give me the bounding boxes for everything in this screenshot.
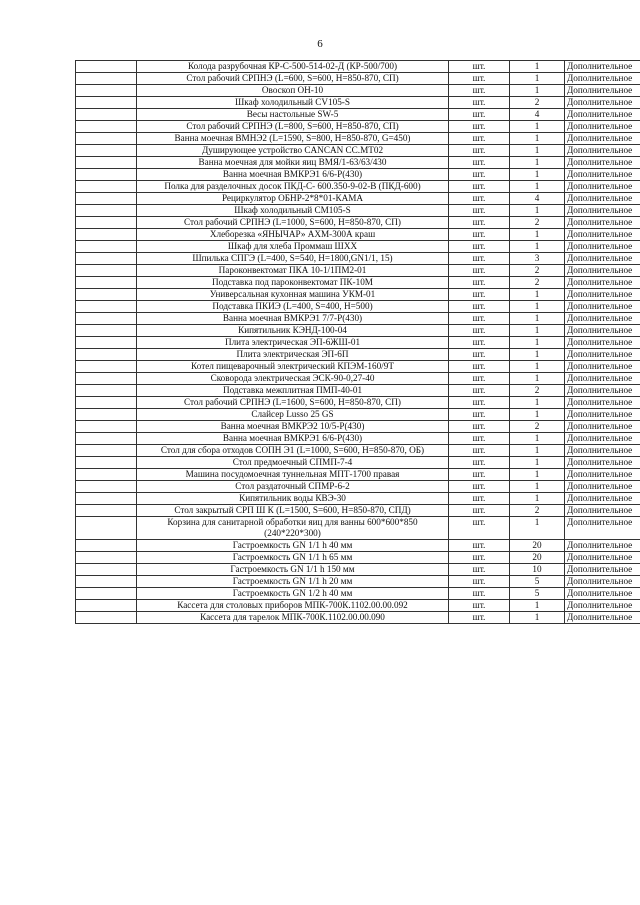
equipment-type-cell: Дополнительное — [565, 409, 640, 421]
quantity-cell: 1 — [510, 397, 565, 409]
row-number-cell — [76, 576, 137, 588]
quantity-cell: 1 — [510, 337, 565, 349]
equipment-type-cell: Дополнительное — [565, 109, 640, 121]
equipment-type-cell: Дополнительное — [565, 576, 640, 588]
row-number-cell — [76, 600, 137, 612]
unit-cell: шт. — [449, 277, 510, 289]
row-number-cell — [76, 457, 137, 469]
equipment-type-cell: Дополнительное — [565, 253, 640, 265]
unit-cell: шт. — [449, 217, 510, 229]
item-name-cell: Машина посудомоечная туннельная МПТ-1700 правая — [137, 469, 449, 481]
quantity-cell: 1 — [510, 409, 565, 421]
equipment-type-cell: Дополнительное — [565, 564, 640, 576]
equipment-type-cell: Дополнительное — [565, 241, 640, 253]
quantity-cell: 1 — [510, 181, 565, 193]
row-number-cell — [76, 217, 137, 229]
row-number-cell — [76, 433, 137, 445]
quantity-cell: 1 — [510, 457, 565, 469]
row-number-cell — [76, 337, 137, 349]
row-number-cell — [76, 97, 137, 109]
equipment-type-cell: Дополнительное — [565, 61, 640, 73]
equipment-type-cell: Дополнительное — [565, 133, 640, 145]
quantity-cell: 1 — [510, 241, 565, 253]
item-name-cell: Колода разрубочная КР-С-500-514-02-Д (КР-500/700) — [137, 61, 449, 73]
item-name-cell: Ванна моечная ВМКРЭ1 7/7-Р(430) — [137, 313, 449, 325]
equipment-type-cell: Дополнительное — [565, 421, 640, 433]
page-number: 6 — [317, 38, 323, 50]
equipment-type-cell: Дополнительное — [565, 217, 640, 229]
row-number-cell — [76, 253, 137, 265]
item-name-cell: Плита электрическая ЭП-6П — [137, 349, 449, 361]
quantity-cell: 1 — [510, 229, 565, 241]
table-row — [76, 493, 640, 505]
table-row — [76, 193, 640, 205]
row-number-cell — [76, 109, 137, 121]
table-row — [76, 109, 640, 121]
quantity-cell: 2 — [510, 505, 565, 517]
quantity-cell: 1 — [510, 133, 565, 145]
table-row — [76, 325, 640, 337]
unit-cell: шт. — [449, 205, 510, 217]
unit-cell: шт. — [449, 445, 510, 457]
unit-cell: шт. — [449, 540, 510, 552]
row-number-cell — [76, 277, 137, 289]
equipment-type-cell: Дополнительное — [565, 157, 640, 169]
row-number-cell — [76, 517, 137, 540]
row-number-cell — [76, 289, 137, 301]
table-row — [76, 397, 640, 409]
table-row — [76, 253, 640, 265]
item-name-cell: Гастроемкость GN 1/1 h 150 мм — [137, 564, 449, 576]
unit-cell: шт. — [449, 552, 510, 564]
unit-cell: шт. — [449, 421, 510, 433]
equipment-type-cell: Дополнительное — [565, 433, 640, 445]
equipment-type-cell: Дополнительное — [565, 121, 640, 133]
item-name-cell: Ванна моечная ВМНЭ2 (L=1590, S=800, H=850-870, G=450) — [137, 133, 449, 145]
row-number-cell — [76, 588, 137, 600]
quantity-cell: 1 — [510, 612, 565, 624]
row-number-cell — [76, 612, 137, 624]
item-name-cell: Душирующее устройство CANCAN CC.MT02 — [137, 145, 449, 157]
table-row — [76, 97, 640, 109]
equipment-type-cell: Дополнительное — [565, 552, 640, 564]
equipment-type-cell: Дополнительное — [565, 469, 640, 481]
quantity-cell: 10 — [510, 564, 565, 576]
quantity-cell: 1 — [510, 73, 565, 85]
row-number-cell — [76, 373, 137, 385]
table-row — [76, 289, 640, 301]
quantity-cell: 1 — [510, 600, 565, 612]
equipment-type-cell: Дополнительное — [565, 181, 640, 193]
row-number-cell — [76, 265, 137, 277]
row-number-cell — [76, 481, 137, 493]
row-number-cell — [76, 421, 137, 433]
table-row — [76, 313, 640, 325]
item-name-cell: Гастроемкость GN 1/1 h 40 мм — [137, 540, 449, 552]
table-row — [76, 205, 640, 217]
table-row — [76, 73, 640, 85]
unit-cell: шт. — [449, 313, 510, 325]
equipment-type-cell: Дополнительное — [565, 373, 640, 385]
item-name-cell: Стол закрытый СРП Ш К (L=1500, S=600, H=850-870, СПД) — [137, 505, 449, 517]
unit-cell: шт. — [449, 493, 510, 505]
quantity-cell: 5 — [510, 588, 565, 600]
item-name-cell: Гастроемкость GN 1/2 h 40 мм — [137, 588, 449, 600]
item-name-cell: Весы настольные SW-5 — [137, 109, 449, 121]
unit-cell: шт. — [449, 433, 510, 445]
item-name-cell: Шпилька СПГЭ (L=400, S=540, H=1800,GN1/1, 15) — [137, 253, 449, 265]
equipment-type-cell: Дополнительное — [565, 193, 640, 205]
row-number-cell — [76, 229, 137, 241]
row-number-cell — [76, 169, 137, 181]
equipment-type-cell: Дополнительное — [565, 145, 640, 157]
item-name-cell: Стол рабочий СРПНЭ (L=1600, S=600, H=850-870, СП) — [137, 397, 449, 409]
equipment-type-cell: Дополнительное — [565, 361, 640, 373]
quantity-cell: 1 — [510, 289, 565, 301]
item-name-cell: Подставка межплитная ПМП-40-01 — [137, 385, 449, 397]
equipment-type-cell: Дополнительное — [565, 385, 640, 397]
row-number-cell — [76, 205, 137, 217]
unit-cell: шт. — [449, 564, 510, 576]
table-row — [76, 349, 640, 361]
unit-cell: шт. — [449, 265, 510, 277]
equipment-type-cell: Дополнительное — [565, 325, 640, 337]
row-number-cell — [76, 445, 137, 457]
table-row — [76, 169, 640, 181]
row-number-cell — [76, 540, 137, 552]
quantity-cell: 1 — [510, 205, 565, 217]
quantity-cell: 1 — [510, 445, 565, 457]
table-row — [76, 552, 640, 564]
row-number-cell — [76, 552, 137, 564]
unit-cell: шт. — [449, 325, 510, 337]
unit-cell: шт. — [449, 457, 510, 469]
table-row — [76, 181, 640, 193]
unit-cell: шт. — [449, 181, 510, 193]
table-row — [76, 457, 640, 469]
equipment-type-cell: Дополнительное — [565, 337, 640, 349]
item-name-cell: Шкаф холодильный CV105-S — [137, 97, 449, 109]
row-number-cell — [76, 157, 137, 169]
item-name-cell: Слайсер Lusso 25 GS — [137, 409, 449, 421]
equipment-type-cell: Дополнительное — [565, 505, 640, 517]
table-row — [76, 540, 640, 552]
equipment-type-cell: Дополнительное — [565, 588, 640, 600]
table-row — [76, 588, 640, 600]
item-name-cell: Универсальная кухонная машина УКМ-01 — [137, 289, 449, 301]
item-name-cell: Стол рабочий СРПНЭ (L=1000, S=600, H=850-870, СП) — [137, 217, 449, 229]
quantity-cell: 1 — [510, 373, 565, 385]
equipment-type-cell: Дополнительное — [565, 612, 640, 624]
unit-cell: шт. — [449, 397, 510, 409]
unit-cell: шт. — [449, 289, 510, 301]
table-row — [76, 361, 640, 373]
item-name-cell: Кассета для тарелок МПК-700К.1102.00.00.090 — [137, 612, 449, 624]
row-number-cell — [76, 409, 137, 421]
equipment-type-cell: Дополнительное — [565, 481, 640, 493]
equipment-type-cell: Дополнительное — [565, 265, 640, 277]
unit-cell: шт. — [449, 349, 510, 361]
equipment-type-cell: Дополнительное — [565, 457, 640, 469]
unit-cell: шт. — [449, 385, 510, 397]
item-name-cell: Кипятильник воды КВЭ-30 — [137, 493, 449, 505]
table-row — [76, 229, 640, 241]
unit-cell: шт. — [449, 253, 510, 265]
unit-cell: шт. — [449, 229, 510, 241]
table-row — [76, 576, 640, 588]
equipment-type-cell: Дополнительное — [565, 349, 640, 361]
quantity-cell: 4 — [510, 193, 565, 205]
row-number-cell — [76, 505, 137, 517]
row-number-cell — [76, 181, 137, 193]
quantity-cell: 1 — [510, 145, 565, 157]
unit-cell: шт. — [449, 600, 510, 612]
row-number-cell — [76, 61, 137, 73]
row-number-cell — [76, 145, 137, 157]
item-name-cell: Шкаф холодильный CM105-S — [137, 205, 449, 217]
quantity-cell: 2 — [510, 97, 565, 109]
row-number-cell — [76, 325, 137, 337]
row-number-cell — [76, 469, 137, 481]
row-number-cell — [76, 121, 137, 133]
row-number-cell — [76, 85, 137, 97]
unit-cell: шт. — [449, 133, 510, 145]
quantity-cell: 1 — [510, 361, 565, 373]
item-name-cell: Кипятильник КЭНД-100-04 — [137, 325, 449, 337]
unit-cell: шт. — [449, 337, 510, 349]
table-row — [76, 433, 640, 445]
table-row — [76, 301, 640, 313]
quantity-cell: 3 — [510, 253, 565, 265]
row-number-cell — [76, 313, 137, 325]
unit-cell: шт. — [449, 517, 510, 540]
item-name-cell: Пароконвектомат ПКА 10-1/1ПМ2-01 — [137, 265, 449, 277]
item-name-cell: Ванна моечная ВМКРЭ1 6/6-Р(430) — [137, 169, 449, 181]
equipment-type-cell: Дополнительное — [565, 229, 640, 241]
quantity-cell: 2 — [510, 217, 565, 229]
quantity-cell: 2 — [510, 265, 565, 277]
unit-cell: шт. — [449, 505, 510, 517]
row-number-cell — [76, 349, 137, 361]
equipment-type-cell: Дополнительное — [565, 445, 640, 457]
quantity-cell: 1 — [510, 517, 565, 540]
unit-cell: шт. — [449, 193, 510, 205]
table-row — [76, 481, 640, 493]
quantity-cell: 1 — [510, 61, 565, 73]
item-name-cell: Стол рабочий СРПНЭ (L=600, S=600, H=850-870, СП) — [137, 73, 449, 85]
equipment-type-cell: Дополнительное — [565, 397, 640, 409]
quantity-cell: 1 — [510, 469, 565, 481]
unit-cell: шт. — [449, 73, 510, 85]
unit-cell: шт. — [449, 85, 510, 97]
unit-cell: шт. — [449, 157, 510, 169]
unit-cell: шт. — [449, 169, 510, 181]
unit-cell: шт. — [449, 241, 510, 253]
item-name-cell: Гастроемкость GN 1/1 h 65 мм — [137, 552, 449, 564]
item-name-cell: Хлеборезка «ЯНЫЧАР» АХМ-300А краш — [137, 229, 449, 241]
table-row — [76, 145, 640, 157]
table-row — [76, 277, 640, 289]
item-name-cell: Ванна моечная ВМКРЭ1 6/6-Р(430) — [137, 433, 449, 445]
quantity-cell: 2 — [510, 421, 565, 433]
item-name-cell: Котел пищеварочный электрический КПЭМ-160/9Т — [137, 361, 449, 373]
table-row — [76, 564, 640, 576]
table-row — [76, 241, 640, 253]
unit-cell: шт. — [449, 97, 510, 109]
quantity-cell: 1 — [510, 433, 565, 445]
equipment-type-cell: Дополнительное — [565, 301, 640, 313]
item-name-cell: Стол для сбора отходов СОПН Э1 (L=1000, S=600, H=850-870, ОБ) — [137, 445, 449, 457]
equipment-type-cell: Дополнительное — [565, 205, 640, 217]
table-row — [76, 600, 640, 612]
equipment-type-cell: Дополнительное — [565, 600, 640, 612]
quantity-cell: 20 — [510, 552, 565, 564]
row-number-cell — [76, 385, 137, 397]
table-row — [76, 85, 640, 97]
quantity-cell: 20 — [510, 540, 565, 552]
item-name-cell: Подставка ПКИЭ (L=400, S=400, H=500) — [137, 301, 449, 313]
table-row — [76, 445, 640, 457]
table-row — [76, 133, 640, 145]
unit-cell: шт. — [449, 588, 510, 600]
unit-cell: шт. — [449, 612, 510, 624]
row-number-cell — [76, 397, 137, 409]
unit-cell: шт. — [449, 373, 510, 385]
row-number-cell — [76, 564, 137, 576]
quantity-cell: 1 — [510, 301, 565, 313]
item-name-cell: Ванна моечная для мойки яиц ВМЯ/1-63/63/430 — [137, 157, 449, 169]
unit-cell: шт. — [449, 409, 510, 421]
item-name-cell: Подставка под пароконвектомат ПК-10М — [137, 277, 449, 289]
row-number-cell — [76, 241, 137, 253]
table-row — [76, 517, 640, 540]
item-name-cell: Стол рабочий СРПНЭ (L=800, S=600, H=850-870, СП) — [137, 121, 449, 133]
item-name-cell: Корзина для санитарной обработки яиц для ванны 600*600*850 (240*220*300) — [137, 517, 449, 540]
item-name-cell: Кассета для столовых приборов МПК-700К.1102.00.00.092 — [137, 600, 449, 612]
equipment-table-body — [76, 61, 640, 624]
table-row — [76, 409, 640, 421]
equipment-type-cell: Дополнительное — [565, 289, 640, 301]
table-row — [76, 121, 640, 133]
unit-cell: шт. — [449, 121, 510, 133]
table-row — [76, 469, 640, 481]
quantity-cell: 1 — [510, 349, 565, 361]
equipment-type-cell: Дополнительное — [565, 85, 640, 97]
table-row — [76, 217, 640, 229]
quantity-cell: 4 — [510, 109, 565, 121]
item-name-cell: Шкаф для хлеба Проммаш ШХХ — [137, 241, 449, 253]
unit-cell: шт. — [449, 61, 510, 73]
unit-cell: шт. — [449, 109, 510, 121]
unit-cell: шт. — [449, 481, 510, 493]
quantity-cell: 1 — [510, 493, 565, 505]
row-number-cell — [76, 361, 137, 373]
equipment-type-cell: Дополнительное — [565, 97, 640, 109]
quantity-cell: 5 — [510, 576, 565, 588]
table-row — [76, 373, 640, 385]
item-name-cell: Рециркулятор ОБНР-2*8*01-КАМА — [137, 193, 449, 205]
unit-cell: шт. — [449, 469, 510, 481]
equipment-type-cell: Дополнительное — [565, 73, 640, 85]
equipment-type-cell: Дополнительное — [565, 540, 640, 552]
item-name-cell: Овоскоп ОН-10 — [137, 85, 449, 97]
quantity-cell: 1 — [510, 169, 565, 181]
item-name-cell: Ванна моечная ВМКРЭ2 10/5-Р(430) — [137, 421, 449, 433]
item-name-cell: Стол предмоечный СПМП-7-4 — [137, 457, 449, 469]
equipment-type-cell: Дополнительное — [565, 277, 640, 289]
row-number-cell — [76, 301, 137, 313]
quantity-cell: 2 — [510, 385, 565, 397]
table-row — [76, 421, 640, 433]
row-number-cell — [76, 73, 137, 85]
equipment-type-cell: Дополнительное — [565, 517, 640, 540]
unit-cell: шт. — [449, 361, 510, 373]
equipment-type-cell: Дополнительное — [565, 169, 640, 181]
unit-cell: шт. — [449, 301, 510, 313]
table-row — [76, 61, 640, 73]
equipment-type-cell: Дополнительное — [565, 493, 640, 505]
unit-cell: шт. — [449, 145, 510, 157]
row-number-cell — [76, 493, 137, 505]
table-row — [76, 385, 640, 397]
table-row — [76, 337, 640, 349]
unit-cell: шт. — [449, 576, 510, 588]
equipment-type-cell: Дополнительное — [565, 313, 640, 325]
row-number-cell — [76, 133, 137, 145]
equipment-table — [75, 60, 640, 624]
item-name-cell: Полка для разделочных досок ПКД-С- 600.350-9-02-В (ПКД-600) — [137, 181, 449, 193]
quantity-cell: 1 — [510, 325, 565, 337]
quantity-cell: 1 — [510, 481, 565, 493]
item-name-cell: Стол раздаточный СПМР-6-2 — [137, 481, 449, 493]
quantity-cell: 1 — [510, 157, 565, 169]
table-row — [76, 612, 640, 624]
quantity-cell: 1 — [510, 85, 565, 97]
table-row — [76, 265, 640, 277]
item-name-cell: Сковорода электрическая ЭСК-90-0,27-40 — [137, 373, 449, 385]
quantity-cell: 2 — [510, 277, 565, 289]
item-name-cell: Гастроемкость GN 1/1 h 20 мм — [137, 576, 449, 588]
item-name-cell: Плита электрическая ЭП-6ЖШ-01 — [137, 337, 449, 349]
quantity-cell: 1 — [510, 121, 565, 133]
table-row — [76, 505, 640, 517]
row-number-cell — [76, 193, 137, 205]
table-row — [76, 157, 640, 169]
quantity-cell: 1 — [510, 313, 565, 325]
